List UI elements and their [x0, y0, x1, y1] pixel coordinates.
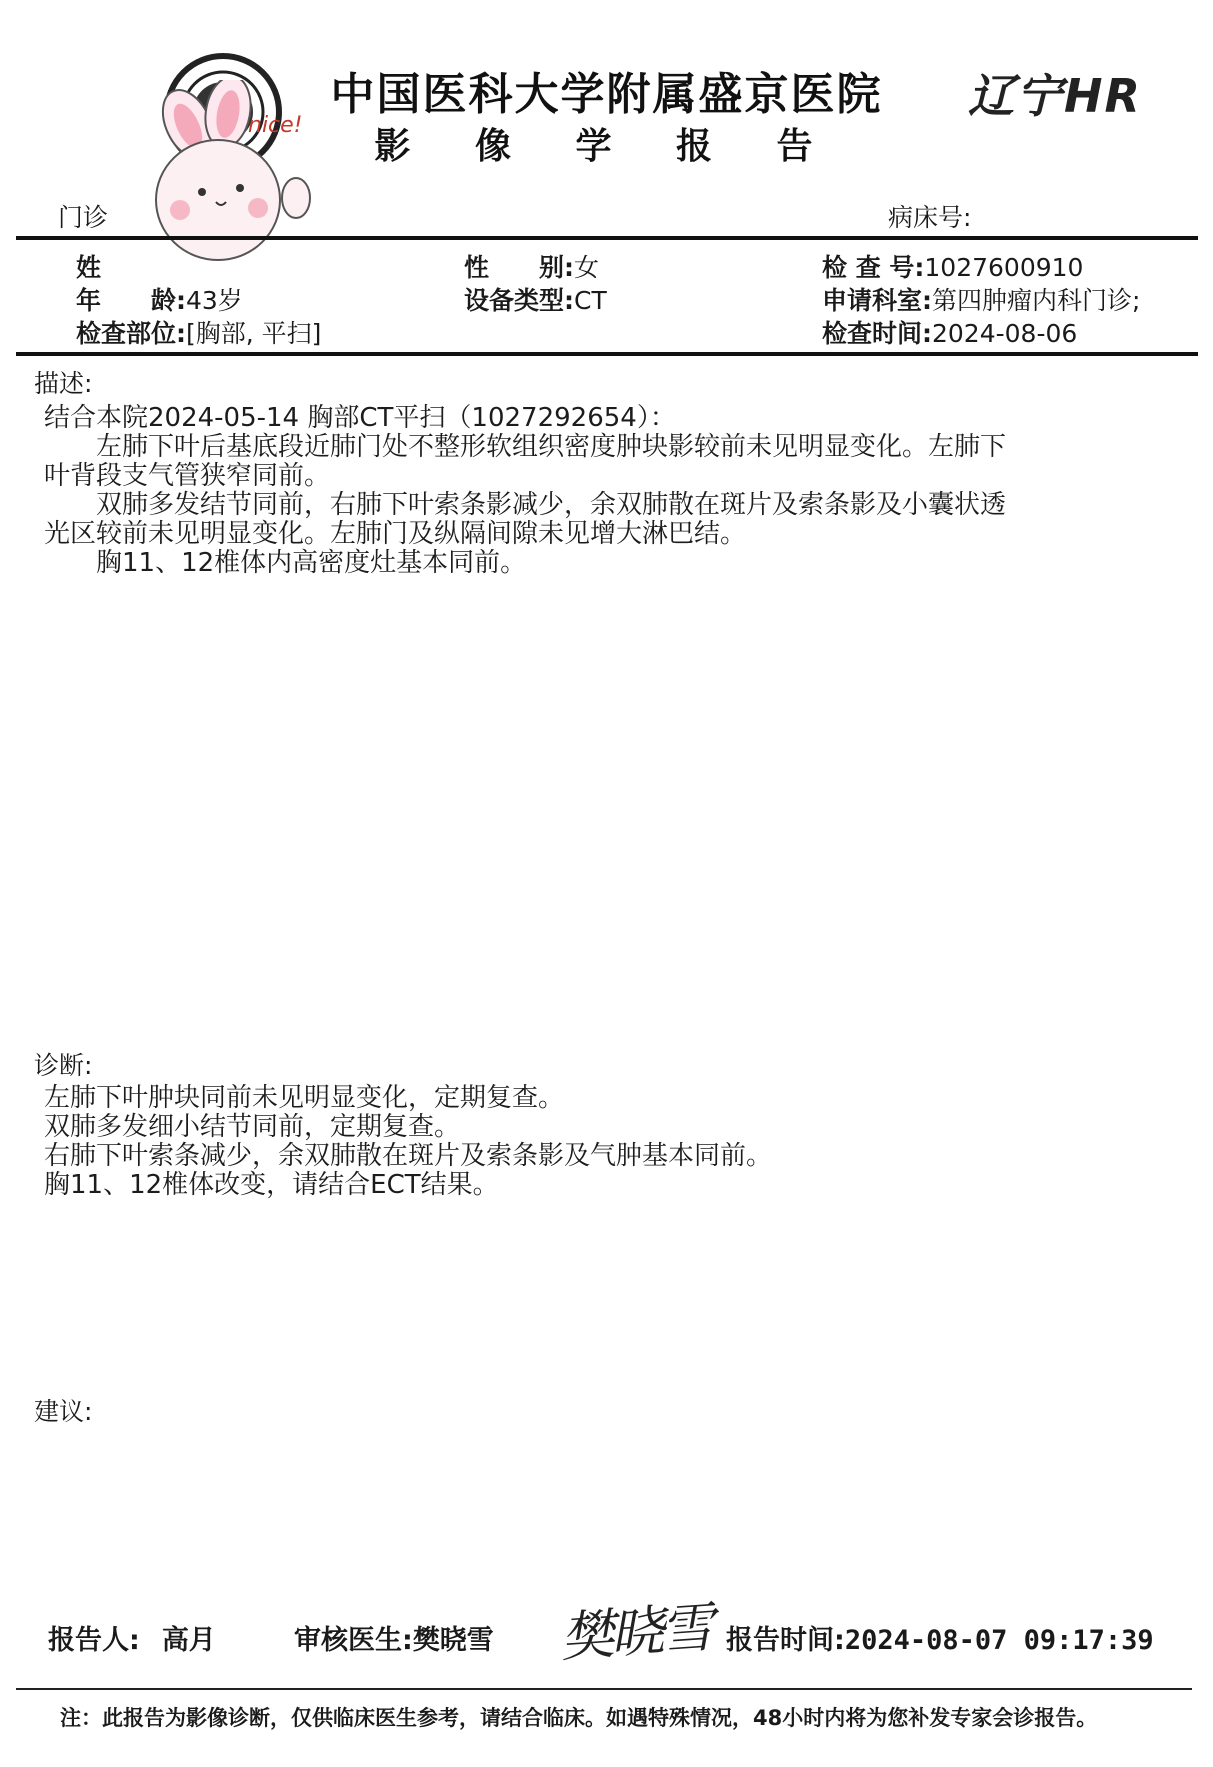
suggestion-label: 建议: — [34, 1397, 93, 1426]
bed-number-label: 病床号: — [888, 203, 972, 232]
description-line: 双肺多发结节同前，右肺下叶索条影减少，余双肺散在斑片及索条影及小囊状透 — [44, 490, 1007, 520]
reporter-field — [48, 1618, 216, 1657]
description-line: 结合本院2024-05-14 胸部CT平扫（1027292654）： — [44, 403, 676, 433]
age-label: 年 龄: — [76, 286, 186, 315]
description-line: 胸11、12椎体内高密度灶基本同前。 — [44, 548, 527, 578]
diagnosis-line: 左肺下叶肿块同前未见明显变化，定期复查。 — [44, 1083, 565, 1113]
exam-number-field — [822, 248, 1083, 284]
body-part-label: 检查部位: — [76, 319, 186, 348]
diagnosis-body — [44, 1084, 772, 1200]
description-body — [44, 404, 1006, 578]
description-line: 叶背段支气管狭窄同前。 — [44, 461, 331, 491]
diagnosis-label: 诊断: — [34, 1051, 93, 1080]
reviewer-signature: 樊晓雪 — [558, 1595, 713, 1670]
device-type-value: CT — [574, 286, 607, 315]
gender-value: 女 — [574, 253, 600, 282]
report-time-value: 2024-08-07 09:17:39 — [844, 1625, 1154, 1656]
hospital-name: 中国医科大学附属盛京医院 — [330, 69, 883, 120]
report-time-field — [726, 1618, 1154, 1657]
visit-type: 门诊 — [58, 203, 109, 232]
gender-label: 性 别: — [464, 253, 574, 282]
age-field — [76, 281, 243, 317]
sticker-text: nice! — [248, 113, 303, 138]
exam-time-label: 检查时间: — [822, 319, 932, 348]
reviewer-value: 樊晓雪 — [412, 1625, 494, 1656]
diagnosis-line: 双肺多发细小结节同前，定期复查。 — [44, 1112, 461, 1142]
exam-time-value: 2024-08-06 — [932, 319, 1078, 348]
device-type-label: 设备类型: — [464, 286, 574, 315]
age-value: 43岁 — [186, 286, 243, 315]
body-part-value: [胸部, 平扫] — [186, 319, 322, 348]
reporter-value: 高月 — [161, 1625, 216, 1656]
diagnosis-line: 胸11、12椎体改变，请结合ECT结果。 — [44, 1170, 499, 1200]
body-part-field — [76, 314, 321, 350]
header-rule — [16, 236, 1198, 240]
report-time-label: 报告时间: — [726, 1625, 845, 1656]
reviewer-label: 审核医生: — [294, 1625, 413, 1656]
patient-name-label: 姓 — [76, 253, 102, 282]
description-line: 光区较前未见明显变化。左肺门及纵隔间隙未见增大淋巴结。 — [44, 519, 747, 549]
description-line: 左肺下叶后基底段近肺门处不整形软组织密度肿块影较前未见明显变化。左肺下 — [44, 432, 1007, 462]
info-rule — [16, 352, 1198, 356]
brand-logo: 辽宁HR — [968, 69, 1142, 123]
department-label: 申请科室: — [822, 286, 932, 315]
reviewer-field — [294, 1618, 494, 1657]
reporter-label: 报告人: — [48, 1625, 140, 1656]
description-label: 描述: — [34, 369, 93, 398]
diagnosis-line: 右肺下叶索条减少，余双肺散在斑片及索条影及气肿基本同前。 — [44, 1141, 773, 1171]
department-value: 第四肿瘤内科门诊; — [932, 286, 1141, 315]
exam-number-value: 1027600910 — [924, 253, 1084, 282]
gender-field — [464, 248, 599, 284]
device-type-field — [464, 281, 607, 317]
footer-rule — [16, 1688, 1192, 1690]
disclaimer-note: 注：此报告为影像诊断，仅供临床医生参考，请结合临床。如遇特殊情况，48小时内将为您补发专家会诊报告。 — [60, 1706, 1098, 1730]
report-title: 影 像 学 报 告 — [374, 125, 839, 167]
exam-number-label: 检 查 号: — [822, 253, 925, 282]
department-field — [822, 281, 1186, 317]
exam-time-field — [822, 314, 1077, 350]
